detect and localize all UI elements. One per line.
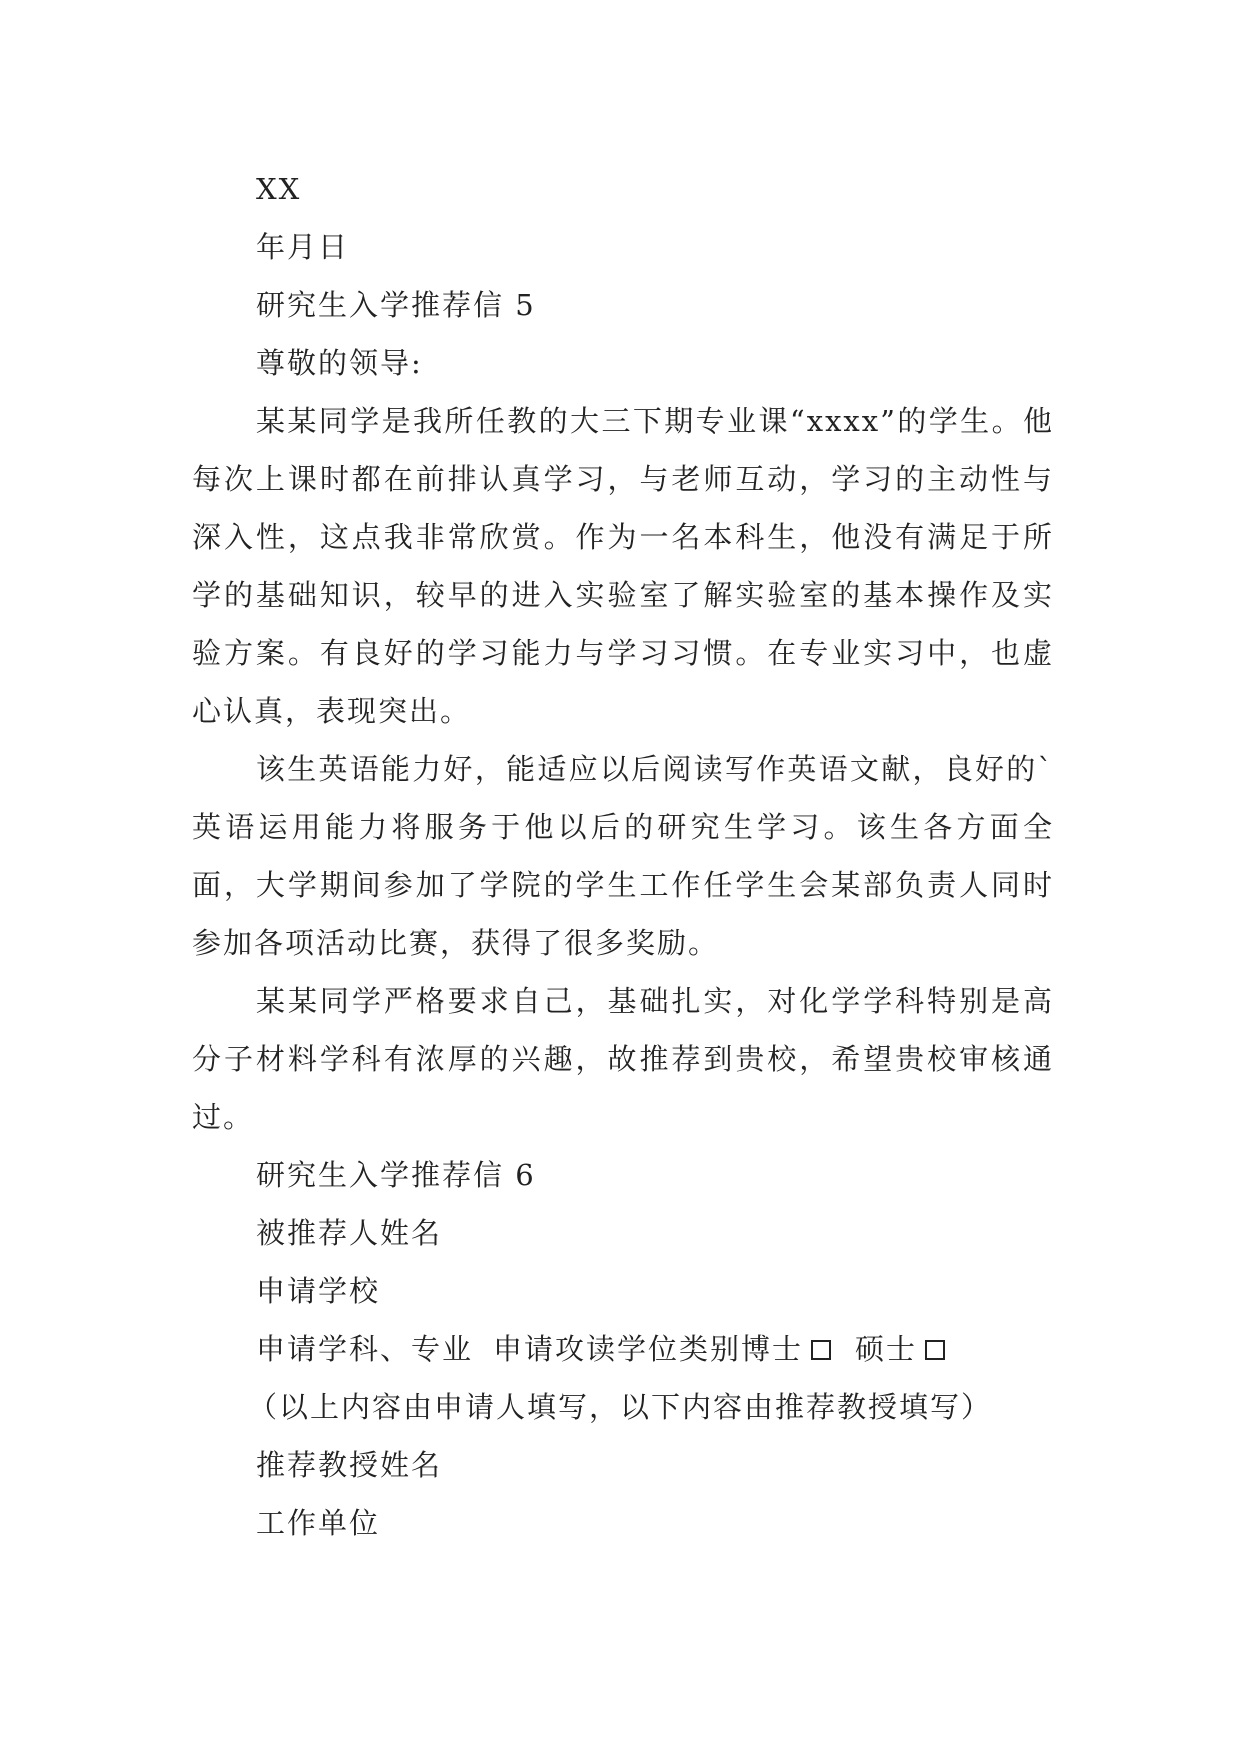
letter-5-paragraph-1: 某某同学是我所任教的大三下期专业课“xxxx”的学生。他每次上课时都在前排认真学习，与老师互动，学习的主动性与深入性，这点我非常欣赏。作为一名本科生，他没有满足于所学的基础知识，较早的进入实验室了解实验室的基本操作及实验方案。有良好的学习能力与学习习惯。在专业实习中，也虚心认真，表现突出。 xyxy=(192,404,1054,728)
signature-date: 年月日 xyxy=(256,230,350,264)
letter-5-paragraph-3: 某某同学严格要求自己，基础扎实，对化学学科特别是高分子材料学科有浓厚的兴趣，故推荐到贵校，希望贵校审核通过。 xyxy=(192,984,1054,1134)
discipline-degree-line xyxy=(192,1320,1054,1378)
signature-name: XX xyxy=(256,172,302,206)
nominee-name-label: 被推荐人姓名 xyxy=(256,1216,443,1250)
degree-type-label: 申请攻读学位类别博士 xyxy=(493,1332,804,1366)
letter-5-salutation: 尊敬的领导: xyxy=(256,346,423,380)
doctorate-checkbox[interactable] xyxy=(811,1340,831,1360)
discipline-label: 申请学科、专业 xyxy=(256,1332,474,1366)
work-unit-label: 工作单位 xyxy=(256,1506,381,1540)
school-label: 申请学校 xyxy=(256,1274,381,1308)
document-body xyxy=(192,160,1054,1552)
letter-5-title: 研究生入学推荐信 5 xyxy=(256,288,536,322)
professor-name-label: 推荐教授姓名 xyxy=(256,1448,443,1482)
letter-5-paragraph-2: 该生英语能力好，能适应以后阅读写作英语文献，良好的`英语运用能力将服务于他以后的研究生学习。该生各方面全面，大学期间参加了学院的学生工作任学生会某部负责人同时参加各项活动比赛，获得了很多奖励。 xyxy=(192,752,1054,960)
masters-checkbox[interactable] xyxy=(925,1340,945,1360)
masters-label: 硕士 xyxy=(855,1332,918,1366)
letter-6-title: 研究生入学推荐信 6 xyxy=(256,1158,536,1192)
fill-instruction-note: （以上内容由申请人填写，以下内容由推荐教授填写） xyxy=(248,1390,993,1424)
